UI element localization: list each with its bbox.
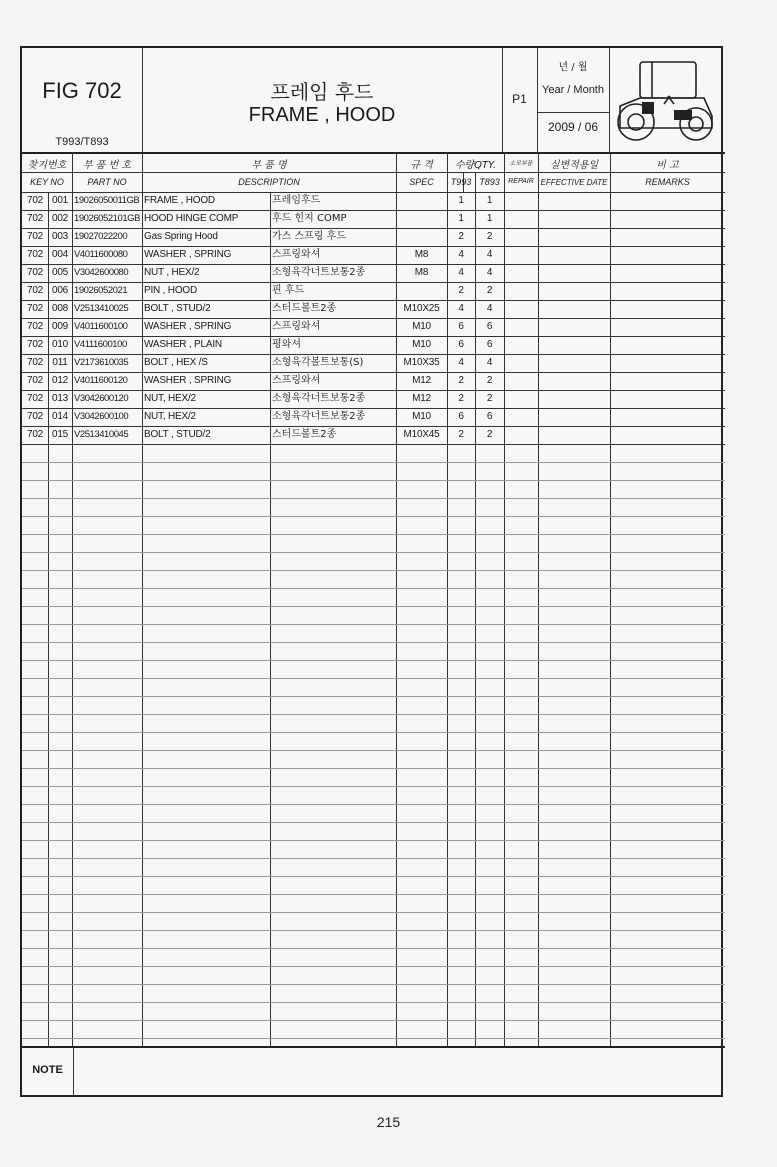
row-rule <box>22 894 725 895</box>
row-part-number: V4011600100 <box>74 321 128 332</box>
row-spec: M12 <box>412 375 431 386</box>
row-description-korean: 프레임후드 <box>272 195 321 206</box>
row-key-number: 009 <box>51 321 69 332</box>
table-row <box>22 372 725 390</box>
row-spec: M10X25 <box>403 303 440 314</box>
row-fig-number: 702 <box>26 249 44 260</box>
row-key-number: 008 <box>51 303 69 314</box>
row-description-english: BOLT , STUD/2 <box>144 303 211 314</box>
row-rule <box>22 444 725 445</box>
row-spec: M10 <box>412 339 431 350</box>
divider-note <box>73 1048 74 1097</box>
row-qty-t993: 6 <box>458 411 464 422</box>
table-row <box>22 408 725 426</box>
colhead-mid-line <box>22 172 725 173</box>
row-rule <box>22 768 725 769</box>
row-part-number: 19026052021 <box>74 285 128 296</box>
row-qty-t893: 4 <box>486 357 493 368</box>
row-qty-t993: 1 <box>458 195 464 206</box>
row-spec <box>396 282 447 300</box>
row-key-number: 015 <box>51 429 69 440</box>
row-rule <box>22 660 725 661</box>
row-rule <box>22 624 725 625</box>
row-rule <box>22 876 725 877</box>
row-fig-number: 702 <box>26 411 44 422</box>
row-qty-t993: 2 <box>458 429 464 440</box>
row-description-korean: 후드 힌지 COMP <box>272 213 347 224</box>
row-qty-t993: 2 <box>458 393 464 404</box>
col-key-korean: 찾기번호 <box>27 160 67 171</box>
row-fig-number: 702 <box>26 393 44 404</box>
row-part-number: V3042600120 <box>74 393 129 404</box>
row-spec: M10 <box>412 411 431 422</box>
row-fig-number: 702 <box>26 375 44 386</box>
row-part-number: V2173610035 <box>74 357 129 368</box>
row-fig-number: 702 <box>26 339 44 350</box>
col-qty-t993: T993 <box>450 177 472 187</box>
row-spec: M10 <box>412 321 431 332</box>
row-description-english: HOOD HINGE COMP <box>144 213 239 224</box>
row-rule <box>22 822 725 823</box>
row-description-english: NUT , HEX/2 <box>144 267 200 278</box>
note-label: NOTE <box>32 1064 63 1076</box>
row-spec <box>396 192 447 210</box>
row-rule <box>22 930 725 931</box>
row-rule <box>22 804 725 805</box>
row-qty-t993: 6 <box>458 321 464 332</box>
row-qty-t893: 4 <box>486 303 493 314</box>
row-description-english: NUT, HEX/2 <box>144 411 196 422</box>
col-desc-korean: 부 품 명 <box>251 160 287 171</box>
row-qty-t993: 2 <box>458 285 464 296</box>
table-row <box>22 210 725 228</box>
row-qty-t893: 6 <box>486 321 493 332</box>
col-effective-korean: 실변적용일 <box>549 160 599 171</box>
row-description-korean: 소형육각너트보통2종 <box>272 393 366 404</box>
row-description-korean: 가스 스프링 후드 <box>272 231 346 242</box>
row-key-number: 013 <box>51 393 69 404</box>
row-qty-t893: 2 <box>486 429 493 440</box>
row-part-number: V2513410025 <box>74 303 129 314</box>
row-key-number: 002 <box>51 213 69 224</box>
row-qty-t893: 1 <box>486 195 493 206</box>
row-key-number: 012 <box>51 375 69 386</box>
row-rule <box>22 480 725 481</box>
row-fig-number: 702 <box>26 213 44 224</box>
page-label: P1 <box>512 92 527 106</box>
row-qty-t893: 6 <box>486 339 493 350</box>
row-qty-t993: 4 <box>458 303 464 314</box>
row-part-number: V4111600100 <box>74 339 127 350</box>
row-rule <box>22 588 725 589</box>
row-spec: M10X35 <box>403 357 440 368</box>
row-part-number: 19027022200 <box>74 231 128 242</box>
row-qty-t893: 1 <box>486 213 493 224</box>
row-description-english: PIN , HOOD <box>144 285 198 296</box>
row-rule <box>22 786 725 787</box>
fig-number: FIG 702 <box>42 78 122 103</box>
row-key-number: 006 <box>51 285 69 296</box>
col-key-english: KEY NO <box>30 177 64 187</box>
row-part-number: 19026050011GB <box>74 195 140 206</box>
table-row <box>22 390 725 408</box>
row-key-number: 001 <box>51 195 69 206</box>
row-fig-number: 702 <box>26 285 44 296</box>
table-row <box>22 318 725 336</box>
table-row <box>22 426 725 444</box>
row-rule <box>22 552 725 553</box>
row-rule <box>22 534 725 535</box>
row-rule <box>22 984 725 985</box>
divider-date-icon <box>609 48 610 152</box>
row-rule <box>22 858 725 859</box>
col-qty-t893: T893 <box>479 177 500 187</box>
col-qty-label: 수량QTY. <box>454 160 497 171</box>
row-key-number: 014 <box>51 411 69 422</box>
row-qty-t993: 2 <box>458 375 464 386</box>
row-qty-t893: 2 <box>486 393 493 404</box>
row-description-english: WASHER , SPRING <box>144 249 232 260</box>
row-description-korean: 평와셔 <box>272 339 301 350</box>
row-rule <box>22 678 725 679</box>
row-description-korean: 스터드볼트2종 <box>272 429 337 440</box>
row-qty-t893: 4 <box>486 267 493 278</box>
row-rule <box>22 966 725 967</box>
row-fig-number: 702 <box>26 429 44 440</box>
row-part-number: V4011600120 <box>74 375 128 386</box>
row-qty-t993: 1 <box>458 213 464 224</box>
row-description-korean: 스터드볼트2종 <box>272 303 337 314</box>
row-fig-number: 702 <box>26 267 44 278</box>
year-month-english: Year / Month <box>542 84 604 96</box>
col-remarks-english: REMARKS <box>645 177 690 187</box>
row-spec: M8 <box>414 267 429 278</box>
model-label: T993/T893 <box>55 136 109 148</box>
col-repair-korean: 소모부품 <box>509 160 533 167</box>
row-fig-number: 702 <box>26 303 44 314</box>
row-key-number: 004 <box>51 249 69 260</box>
col-part-korean: 부 품 번 호 <box>82 160 132 171</box>
row-qty-t993: 2 <box>458 231 464 242</box>
row-part-number: V2513410045 <box>74 429 129 440</box>
row-description-korean: 스프링와셔 <box>272 249 321 260</box>
row-description-korean: 소형육각너트보통2종 <box>272 411 366 422</box>
row-description-korean: 소형육각볼트보통(S) <box>272 357 364 368</box>
col-desc-english: DESCRIPTION <box>238 177 300 187</box>
row-description-english: WASHER , PLAIN <box>144 339 222 350</box>
row-qty-t993: 6 <box>458 339 464 350</box>
col-spec-english: SPEC <box>409 177 434 187</box>
table-row <box>22 336 725 354</box>
table-row <box>22 192 725 210</box>
row-key-number: 010 <box>51 339 69 350</box>
row-rule <box>22 948 725 949</box>
row-description-korean: 스프링와셔 <box>272 321 321 332</box>
row-key-number: 011 <box>52 357 68 368</box>
row-qty-t893: 6 <box>486 411 493 422</box>
row-qty-t993: 4 <box>458 249 464 260</box>
row-fig-number: 702 <box>26 231 44 242</box>
tractor-icon <box>612 56 722 146</box>
table-row <box>22 300 725 318</box>
row-description-english: WASHER , SPRING <box>144 375 232 386</box>
row-rule <box>22 732 725 733</box>
row-rule <box>22 1038 725 1039</box>
row-fig-number: 702 <box>26 357 44 368</box>
title-english: FRAME , HOOD <box>248 104 396 126</box>
row-description-korean: 스프링와셔 <box>272 375 321 386</box>
row-description-korean: 핀 후드 <box>272 285 305 296</box>
row-part-number: V3042600100 <box>74 411 129 422</box>
row-rule <box>22 1002 725 1003</box>
row-description-english: BOLT , HEX /S <box>144 357 208 368</box>
col-effective-english: EFFECTIVE DATE <box>540 178 608 187</box>
row-rule <box>22 696 725 697</box>
col-part-english: PART NO <box>87 177 127 187</box>
row-rule <box>22 516 725 517</box>
row-rule <box>22 750 725 751</box>
title-korean: 프레임 후드 <box>270 80 374 104</box>
row-qty-t893: 2 <box>486 285 493 296</box>
table-row <box>22 246 725 264</box>
row-description-english: BOLT , STUD/2 <box>144 429 211 440</box>
table-row <box>22 354 725 372</box>
row-qty-t993: 4 <box>458 267 464 278</box>
row-part-number: 19026052101GB <box>74 213 140 224</box>
row-fig-number: 702 <box>26 195 44 206</box>
row-rule <box>22 642 725 643</box>
page-number: 215 <box>376 1114 401 1130</box>
row-description-english: WASHER , SPRING <box>144 321 232 332</box>
table-row <box>22 264 725 282</box>
revision-date: 2009 / 06 <box>547 120 599 134</box>
row-rule <box>22 912 725 913</box>
row-rule <box>22 714 725 715</box>
row-fig-number: 702 <box>26 321 44 332</box>
row-description-korean: 소형육각너트보통2종 <box>272 267 366 278</box>
row-spec <box>396 210 447 228</box>
table-row <box>22 282 725 300</box>
row-qty-t993: 4 <box>458 357 464 368</box>
row-spec <box>396 228 447 246</box>
row-rule <box>22 1020 725 1021</box>
row-qty-t893: 2 <box>486 375 493 386</box>
row-qty-t893: 2 <box>486 231 493 242</box>
row-rule <box>22 498 725 499</box>
row-key-number: 003 <box>51 231 69 242</box>
row-rule <box>22 840 725 841</box>
row-part-number: V3042600080 <box>74 267 129 278</box>
note-top-line <box>22 1046 725 1048</box>
row-description-english: NUT, HEX/2 <box>144 393 196 404</box>
row-spec: M8 <box>414 249 429 260</box>
table-row <box>22 228 725 246</box>
row-rule <box>22 570 725 571</box>
row-rule <box>22 606 725 607</box>
col-remarks-korean: 비 고 <box>656 160 679 171</box>
row-spec: M10X45 <box>403 429 440 440</box>
parts-list-sheet <box>20 46 723 1097</box>
row-description-english: FRAME , HOOD <box>144 195 215 206</box>
row-spec: M12 <box>412 393 431 404</box>
row-description-english: Gas Spring Hood <box>144 231 218 242</box>
year-month-korean: 년 / 월 <box>558 62 588 73</box>
row-rule <box>22 462 725 463</box>
divider-date-row <box>537 112 609 113</box>
col-repair-english: REPAIR <box>508 178 534 185</box>
col-spec-korean: 규 격 <box>410 160 433 171</box>
row-part-number: V4011600080 <box>74 249 128 260</box>
header-bottom-line <box>22 152 725 154</box>
row-qty-t893: 4 <box>486 249 493 260</box>
row-key-number: 005 <box>51 267 69 278</box>
